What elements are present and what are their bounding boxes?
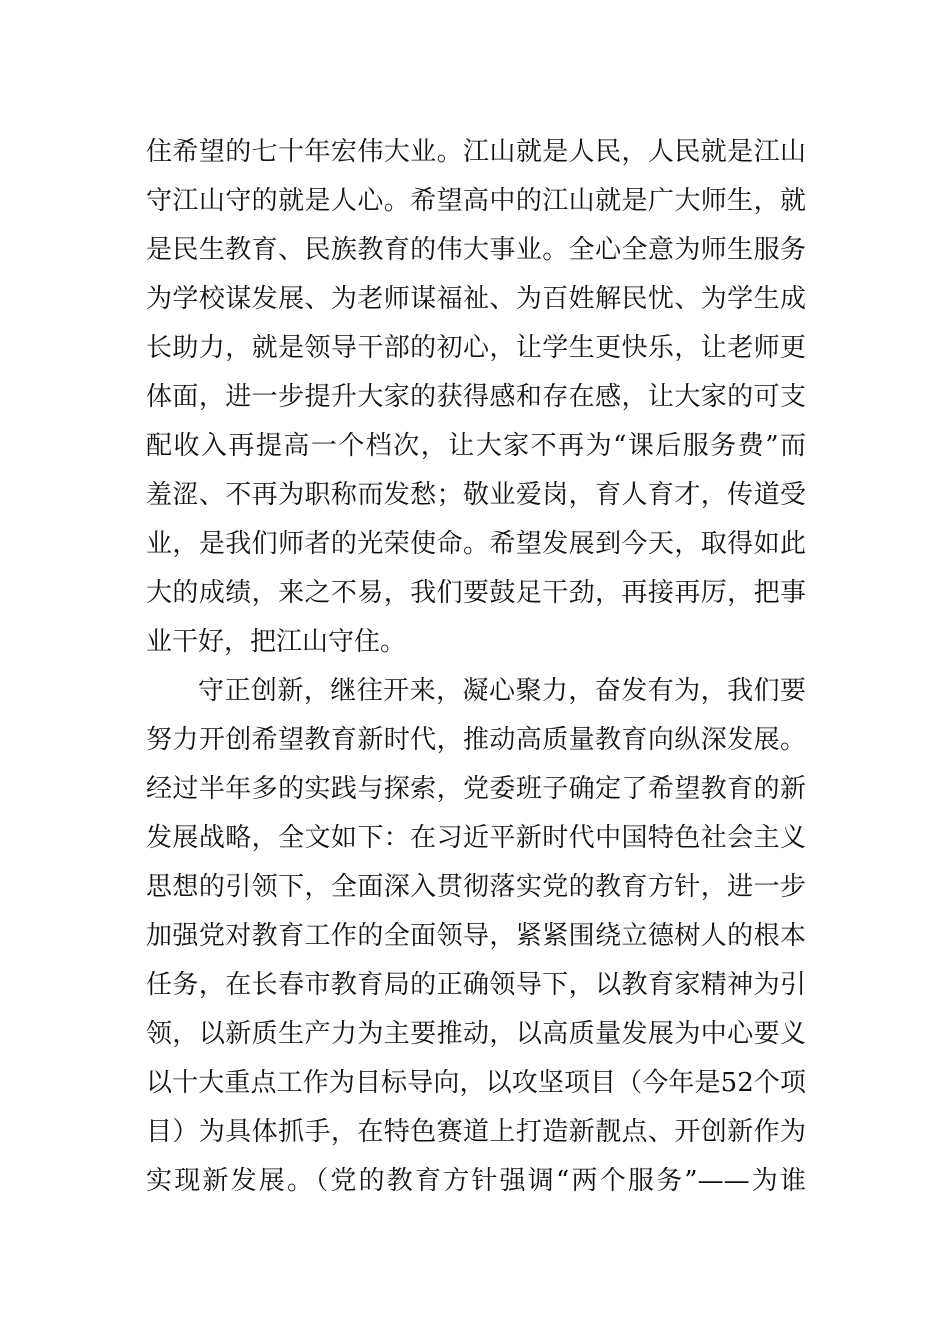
text-line: 业干好，把江山守住。 [146, 627, 407, 657]
text-line: 发展战略，全文如下：在习近平新时代中国特色社会主义 [146, 823, 806, 853]
text-line: 大的成绩，来之不易，我们要鼓足干劲，再接再厉，把事 [146, 578, 806, 608]
text-line: 为学校谋发展、为老师谋福祉、为百姓解民忧、为学生成 [146, 284, 806, 314]
text-line: 目）为具体抓手，在特色赛道上打造新靓点、开创新作为 [146, 1117, 806, 1147]
text-line: 是民生教育、民族教育的伟大事业。全心全意为师生服务 [146, 235, 806, 265]
text-line: 业，是我们师者的光荣使命。希望发展到今天，取得如此 [146, 529, 806, 559]
paragraph-2 [146, 667, 806, 1206]
body-text [146, 128, 806, 1206]
text-line: 加强党对教育工作的全面领导，紧紧围绕立德树人的根本 [146, 921, 806, 951]
text-line: 实现新发展。（党的教育方针强调“两个服务”——为谁 [146, 1166, 806, 1196]
text-line: 守江山守的就是人心。希望高中的江山就是广大师生，就 [146, 186, 806, 216]
text-line: 思想的引领下，全面深入贯彻落实党的教育方针，进一步 [146, 872, 806, 902]
text-line: 体面，进一步提升大家的获得感和存在感，让大家的可支 [146, 382, 806, 412]
text-line: 以十大重点工作为目标导向，以攻坚项目（今年是52个项 [146, 1068, 806, 1098]
text-line: 经过半年多的实践与探索，党委班子确定了希望教育的新 [146, 774, 806, 804]
text-line: 住希望的七十年宏伟大业。江山就是人民，人民就是江山 [146, 137, 806, 167]
text-line: 长助力，就是领导干部的初心，让学生更快乐，让老师更 [146, 333, 806, 363]
text-line: 守正创新，继往开来，凝心聚力，奋发有为，我们要 [198, 676, 806, 706]
text-line: 配收入再提高一个档次，让大家不再为“课后服务费”而 [146, 431, 806, 461]
paragraph-1 [146, 128, 806, 667]
text-line: 羞涩、不再为职称而发愁；敬业爱岗，育人育才，传道受 [146, 480, 806, 510]
text-line: 任务，在长春市教育局的正确领导下，以教育家精神为引 [146, 970, 806, 1000]
text-line: 领，以新质生产力为主要推动，以高质量发展为中心要义 [146, 1019, 806, 1049]
text-line: 努力开创希望教育新时代，推动高质量教育向纵深发展。 [146, 725, 806, 755]
